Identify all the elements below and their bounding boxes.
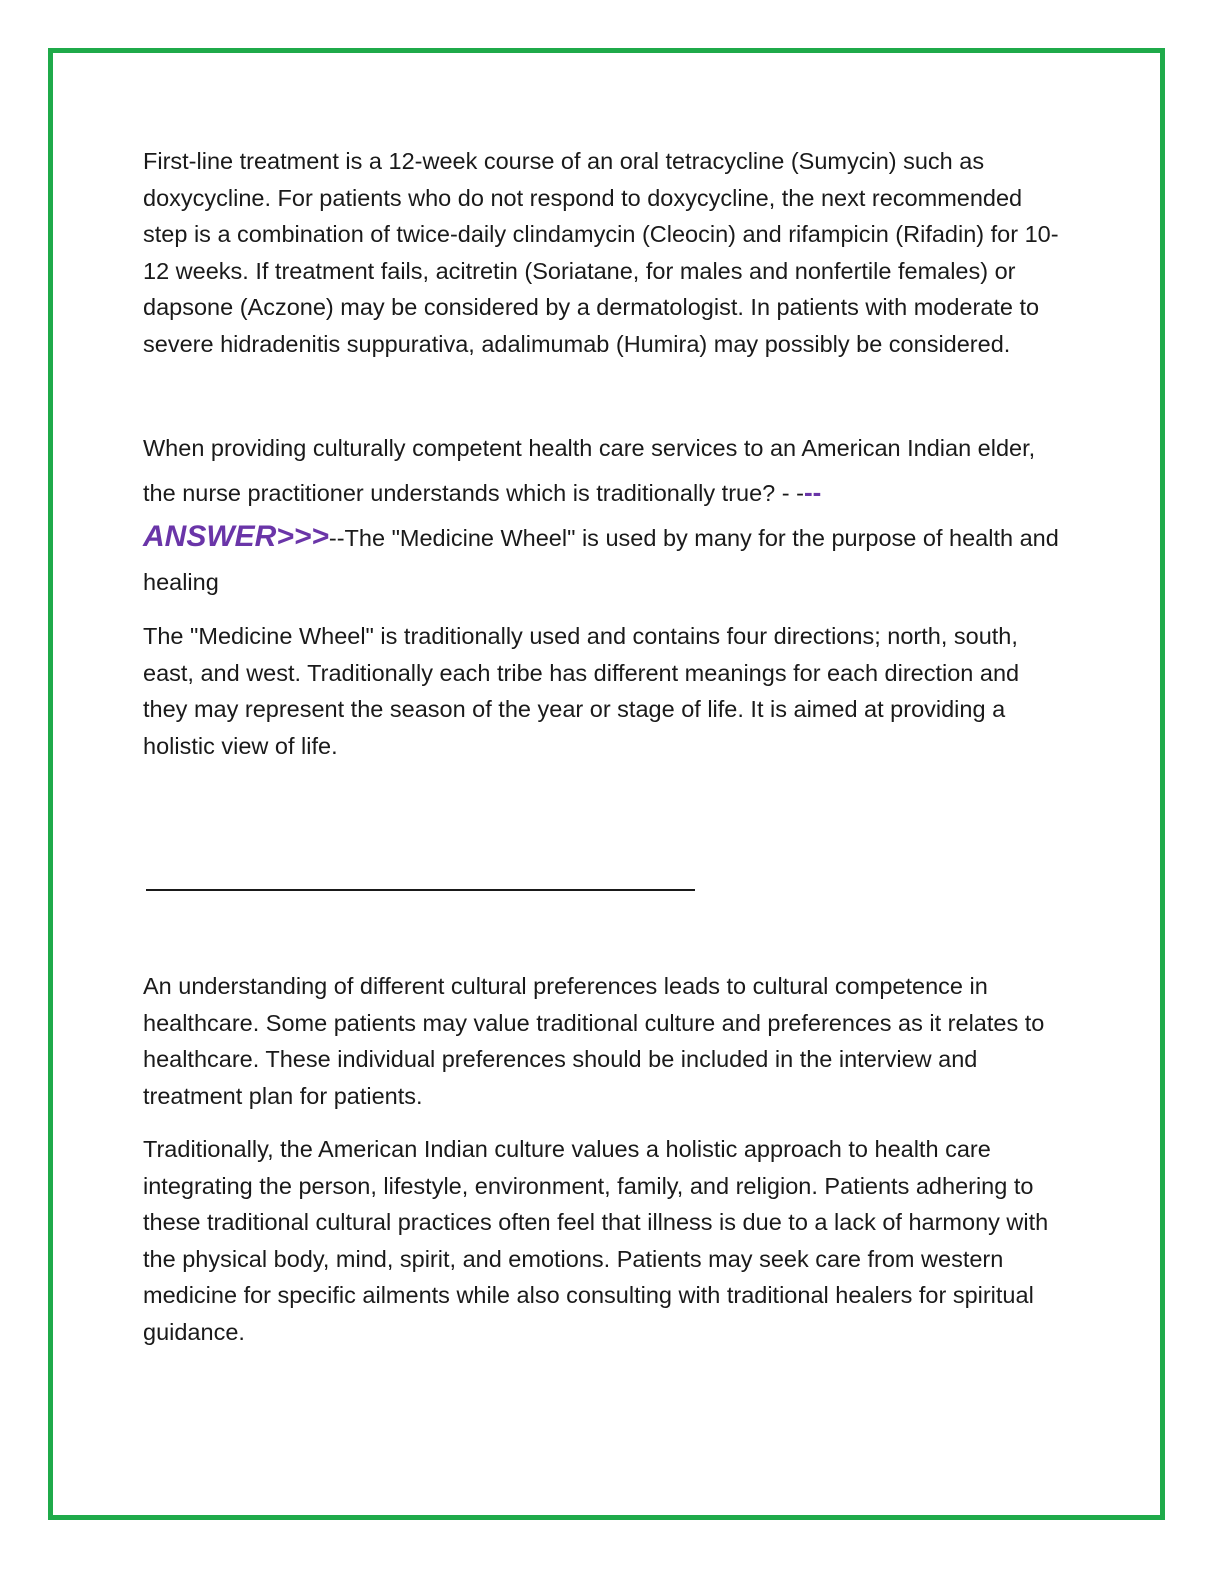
- question-paragraph: [143, 426, 1063, 604]
- cultural-competence-paragraph: An understanding of different cultural preferences leads to cultural competence in healthcare. Some patients may value traditional culture and preferences as it relates to healthcare. These individual preferences should be included in the interview and treatment plan for patients.: [143, 973, 1045, 1109]
- section-divider: [146, 889, 695, 891]
- treatment-paragraph: First-line treatment is a 12-week course of an oral tetracycline (Sumycin) such as doxycycline. For patients who do not respond to doxycycline, the next recommended step is a combination of twice-daily clindamycin (Cleocin) and rifampicin (Rifadin) for 10-12 weeks. If treatment fails, acitretin (Soriatane, for males and nonfertile females) or dapsone (Aczone) may be considered by a dermatologist. In patients with moderate to severe hidradenitis suppurativa, adalimumab (Humira) may possibly be considered.: [143, 148, 1059, 357]
- question-block: [143, 426, 1063, 604]
- medicine-wheel-paragraph: The "Medicine Wheel" is traditionally used and contains four directions; north, south, east, and west. Traditionally each tribe has different meanings for each direction and they may represent the season of the year or stage of life. It is aimed at providing a holistic view of life.: [143, 623, 1020, 759]
- answer-dash: --: [803, 477, 822, 507]
- answer-text: --The "Medicine Wheel" is used by many for the purpose of health and healing: [143, 525, 1059, 595]
- answer-tag: ANSWER>>>: [143, 520, 329, 553]
- traditional-paragraph: Traditionally, the American Indian culture values a holistic approach to health care integrating the person, lifestyle, environment, family, and religion. Patients adhering to these traditional cultural practices often feel that illness is due to a lack of harmony with the physical body, mind, spirit, and emotions. Patients may seek care from western medicine for specific ailments while also consulting with traditional healers for spiritual guidance.: [143, 1136, 1049, 1345]
- document-body-bottom: [143, 968, 1063, 1350]
- question-text: When providing culturally competent health care services to an American Indian elder, the nurse practitioner understands which is traditionally true? - -: [143, 435, 1036, 506]
- document-body-top: [143, 140, 1063, 764]
